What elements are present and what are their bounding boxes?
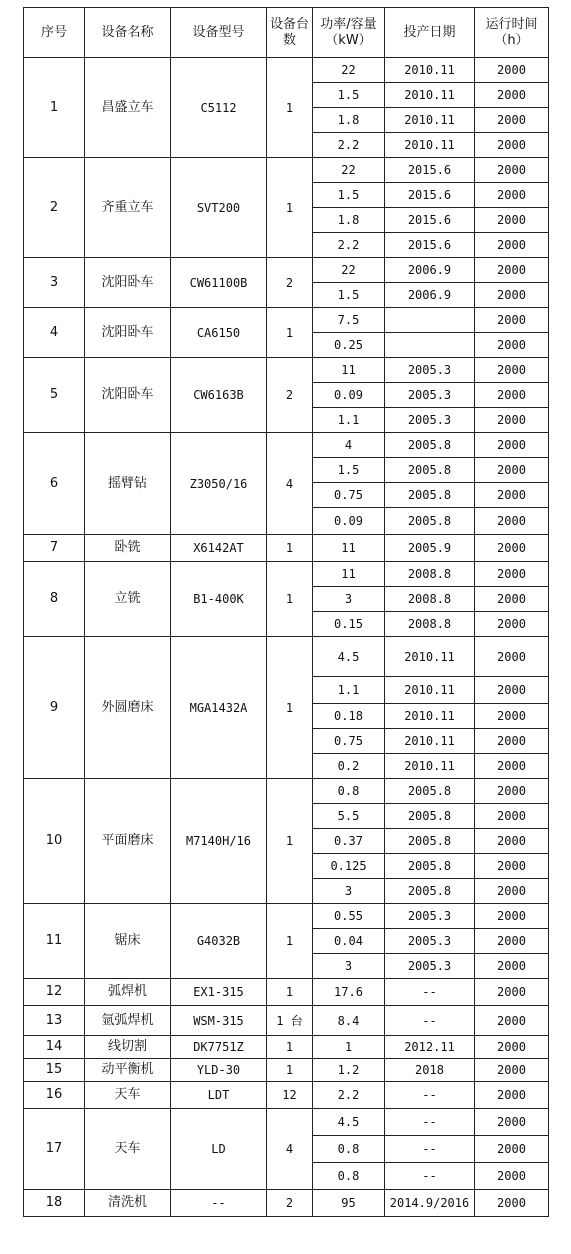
cell-runtime: 2000 xyxy=(475,729,549,754)
cell-runtime: 2000 xyxy=(475,433,549,458)
cell-power: 0.09 xyxy=(313,383,385,408)
table-row xyxy=(24,562,549,587)
cell-runtime: 2000 xyxy=(475,483,549,508)
cell-power: 11 xyxy=(313,535,385,562)
cell-model: LD xyxy=(171,1109,267,1190)
cell-model: B1-400K xyxy=(171,562,267,637)
cell-no: 1 xyxy=(24,58,85,158)
cell-power: 2.2 xyxy=(313,133,385,158)
cell-date: 2015.6 xyxy=(385,233,475,258)
cell-no: 13 xyxy=(24,1006,85,1036)
cell-date: 2010.11 xyxy=(385,637,475,677)
cell-date: 2005.3 xyxy=(385,954,475,979)
cell-power: 17.6 xyxy=(313,979,385,1006)
cell-power: 1.1 xyxy=(313,677,385,704)
cell-model: EX1-315 xyxy=(171,979,267,1006)
cell-runtime: 2000 xyxy=(475,1163,549,1190)
cell-power: 1.5 xyxy=(313,458,385,483)
cell-date: 2010.11 xyxy=(385,704,475,729)
cell-runtime: 2000 xyxy=(475,358,549,383)
cell-power: 0.18 xyxy=(313,704,385,729)
cell-date: 2015.6 xyxy=(385,158,475,183)
cell-power: 3 xyxy=(313,879,385,904)
cell-power: 5.5 xyxy=(313,804,385,829)
cell-runtime: 2000 xyxy=(475,408,549,433)
cell-name: 立铣 xyxy=(85,562,171,637)
cell-power: 2.2 xyxy=(313,1082,385,1109)
cell-no: 16 xyxy=(24,1082,85,1109)
cell-runtime: 2000 xyxy=(475,458,549,483)
cell-model: SVT200 xyxy=(171,158,267,258)
cell-no: 11 xyxy=(24,904,85,979)
equipment-table xyxy=(23,7,549,1217)
cell-name: 弧焊机 xyxy=(85,979,171,1006)
cell-name: 平面磨床 xyxy=(85,779,171,904)
cell-power: 1 xyxy=(313,1036,385,1059)
cell-no: 6 xyxy=(24,433,85,535)
cell-date xyxy=(385,308,475,333)
table-row xyxy=(24,904,549,929)
cell-name: 沈阳卧车 xyxy=(85,358,171,433)
cell-model: LDT xyxy=(171,1082,267,1109)
cell-count: 4 xyxy=(267,1109,313,1190)
cell-power: 2.2 xyxy=(313,233,385,258)
cell-runtime: 2000 xyxy=(475,508,549,535)
cell-power: 0.75 xyxy=(313,483,385,508)
cell-power: 0.25 xyxy=(313,333,385,358)
table-row xyxy=(24,1036,549,1059)
cell-count: 1 xyxy=(267,308,313,358)
cell-name: 天车 xyxy=(85,1109,171,1190)
cell-no: 15 xyxy=(24,1059,85,1082)
table-row xyxy=(24,979,549,1006)
table-row xyxy=(24,158,549,183)
table-row xyxy=(24,433,549,458)
table-row xyxy=(24,58,549,83)
cell-date: 2005.8 xyxy=(385,854,475,879)
table-row xyxy=(24,1082,549,1109)
cell-name: 线切割 xyxy=(85,1036,171,1059)
cell-runtime: 2000 xyxy=(475,704,549,729)
cell-runtime: 2000 xyxy=(475,108,549,133)
cell-name: 齐重立车 xyxy=(85,158,171,258)
cell-power: 1.8 xyxy=(313,208,385,233)
cell-model: CA6150 xyxy=(171,308,267,358)
cell-name: 昌盛立车 xyxy=(85,58,171,158)
cell-runtime: 2000 xyxy=(475,233,549,258)
cell-runtime: 2000 xyxy=(475,1036,549,1059)
cell-runtime: 2000 xyxy=(475,587,549,612)
cell-model: CW6163B xyxy=(171,358,267,433)
cell-model: WSM-315 xyxy=(171,1006,267,1036)
cell-no: 5 xyxy=(24,358,85,433)
cell-model: Z3050/16 xyxy=(171,433,267,535)
cell-runtime: 2000 xyxy=(475,612,549,637)
cell-date: 2010.11 xyxy=(385,83,475,108)
cell-no: 14 xyxy=(24,1036,85,1059)
header-model: 设备型号 xyxy=(171,8,267,58)
cell-date: -- xyxy=(385,1136,475,1163)
cell-power: 0.37 xyxy=(313,829,385,854)
cell-no: 8 xyxy=(24,562,85,637)
cell-date: 2005.8 xyxy=(385,779,475,804)
header-name: 设备名称 xyxy=(85,8,171,58)
cell-date: -- xyxy=(385,1109,475,1136)
cell-runtime: 2000 xyxy=(475,133,549,158)
cell-runtime: 2000 xyxy=(475,929,549,954)
cell-runtime: 2000 xyxy=(475,1006,549,1036)
table-row xyxy=(24,308,549,333)
cell-model: -- xyxy=(171,1190,267,1217)
table-body xyxy=(24,58,549,1217)
cell-date: 2010.11 xyxy=(385,133,475,158)
cell-power: 0.15 xyxy=(313,612,385,637)
cell-runtime: 2000 xyxy=(475,979,549,1006)
cell-runtime: 2000 xyxy=(475,854,549,879)
cell-no: 18 xyxy=(24,1190,85,1217)
cell-power: 4 xyxy=(313,433,385,458)
cell-runtime: 2000 xyxy=(475,637,549,677)
cell-power: 0.8 xyxy=(313,779,385,804)
cell-date xyxy=(385,333,475,358)
cell-model: YLD-30 xyxy=(171,1059,267,1082)
cell-runtime: 2000 xyxy=(475,158,549,183)
cell-name: 卧铣 xyxy=(85,535,171,562)
cell-power: 0.09 xyxy=(313,508,385,535)
cell-runtime: 2000 xyxy=(475,904,549,929)
cell-name: 锯床 xyxy=(85,904,171,979)
cell-date: 2012.11 xyxy=(385,1036,475,1059)
cell-runtime: 2000 xyxy=(475,1082,549,1109)
cell-count: 1 xyxy=(267,158,313,258)
cell-power: 0.04 xyxy=(313,929,385,954)
cell-date: 2008.8 xyxy=(385,562,475,587)
cell-count: 2 xyxy=(267,258,313,308)
cell-model: C5112 xyxy=(171,58,267,158)
cell-count: 1 xyxy=(267,535,313,562)
cell-date: -- xyxy=(385,1163,475,1190)
cell-count: 4 xyxy=(267,433,313,535)
cell-power: 1.2 xyxy=(313,1059,385,1082)
cell-power: 0.55 xyxy=(313,904,385,929)
cell-date: 2005.3 xyxy=(385,929,475,954)
cell-power: 11 xyxy=(313,358,385,383)
cell-model: X6142AT xyxy=(171,535,267,562)
header-runtime: 运行时间（h） xyxy=(475,8,549,58)
table-row xyxy=(24,1109,549,1136)
table-row xyxy=(24,1006,549,1036)
cell-power: 8.4 xyxy=(313,1006,385,1036)
table-row xyxy=(24,1059,549,1082)
cell-runtime: 2000 xyxy=(475,208,549,233)
cell-date: -- xyxy=(385,979,475,1006)
cell-power: 3 xyxy=(313,587,385,612)
cell-count: 1 xyxy=(267,1036,313,1059)
cell-power: 1.5 xyxy=(313,183,385,208)
cell-runtime: 2000 xyxy=(475,283,549,308)
cell-power: 22 xyxy=(313,158,385,183)
cell-date: 2018 xyxy=(385,1059,475,1082)
cell-date: 2005.8 xyxy=(385,483,475,508)
cell-date: 2005.9 xyxy=(385,535,475,562)
cell-power: 3 xyxy=(313,954,385,979)
cell-date: 2010.11 xyxy=(385,58,475,83)
header-row xyxy=(24,8,549,58)
cell-power: 0.75 xyxy=(313,729,385,754)
cell-date: 2015.6 xyxy=(385,183,475,208)
cell-count: 2 xyxy=(267,358,313,433)
cell-runtime: 2000 xyxy=(475,954,549,979)
table-row xyxy=(24,535,549,562)
cell-count: 1 xyxy=(267,637,313,779)
header-count: 设备台数 xyxy=(267,8,313,58)
cell-power: 0.8 xyxy=(313,1163,385,1190)
cell-no: 17 xyxy=(24,1109,85,1190)
cell-no: 4 xyxy=(24,308,85,358)
cell-model: CW61100B xyxy=(171,258,267,308)
cell-date: 2005.8 xyxy=(385,458,475,483)
cell-date: 2005.8 xyxy=(385,433,475,458)
cell-date: 2006.9 xyxy=(385,258,475,283)
table-row xyxy=(24,637,549,677)
cell-count: 1 xyxy=(267,779,313,904)
cell-date: 2010.11 xyxy=(385,108,475,133)
cell-power: 0.8 xyxy=(313,1136,385,1163)
cell-date: 2005.8 xyxy=(385,804,475,829)
cell-runtime: 2000 xyxy=(475,754,549,779)
cell-runtime: 2000 xyxy=(475,1190,549,1217)
cell-date: -- xyxy=(385,1082,475,1109)
cell-runtime: 2000 xyxy=(475,58,549,83)
cell-power: 95 xyxy=(313,1190,385,1217)
cell-runtime: 2000 xyxy=(475,383,549,408)
cell-name: 清洗机 xyxy=(85,1190,171,1217)
cell-date: 2005.3 xyxy=(385,408,475,433)
cell-runtime: 2000 xyxy=(475,804,549,829)
header-power: 功率/容量（kW） xyxy=(313,8,385,58)
cell-no: 12 xyxy=(24,979,85,1006)
cell-count: 2 xyxy=(267,1190,313,1217)
cell-power: 1.8 xyxy=(313,108,385,133)
header-date: 投产日期 xyxy=(385,8,475,58)
cell-runtime: 2000 xyxy=(475,779,549,804)
cell-date: 2005.8 xyxy=(385,879,475,904)
cell-count: 1 xyxy=(267,1059,313,1082)
table-row xyxy=(24,258,549,283)
cell-power: 0.2 xyxy=(313,754,385,779)
cell-name: 沈阳卧车 xyxy=(85,258,171,308)
cell-name: 摇臂钻 xyxy=(85,433,171,535)
cell-runtime: 2000 xyxy=(475,1109,549,1136)
cell-runtime: 2000 xyxy=(475,1136,549,1163)
cell-name: 氩弧焊机 xyxy=(85,1006,171,1036)
cell-count: 1 xyxy=(267,58,313,158)
cell-name: 天车 xyxy=(85,1082,171,1109)
cell-power: 4.5 xyxy=(313,1109,385,1136)
cell-power: 4.5 xyxy=(313,637,385,677)
cell-name: 动平衡机 xyxy=(85,1059,171,1082)
cell-count: 1 xyxy=(267,904,313,979)
cell-no: 10 xyxy=(24,779,85,904)
cell-power: 0.125 xyxy=(313,854,385,879)
table-row xyxy=(24,779,549,804)
cell-date: 2014.9/2016 xyxy=(385,1190,475,1217)
cell-name: 外圆磨床 xyxy=(85,637,171,779)
cell-model: G4032B xyxy=(171,904,267,979)
cell-date: 2015.6 xyxy=(385,208,475,233)
cell-runtime: 2000 xyxy=(475,535,549,562)
cell-count: 1 xyxy=(267,562,313,637)
cell-runtime: 2000 xyxy=(475,333,549,358)
cell-runtime: 2000 xyxy=(475,1059,549,1082)
cell-date: 2010.11 xyxy=(385,754,475,779)
cell-power: 11 xyxy=(313,562,385,587)
cell-no: 7 xyxy=(24,535,85,562)
cell-date: 2008.8 xyxy=(385,587,475,612)
cell-count: 12 xyxy=(267,1082,313,1109)
cell-date: 2010.11 xyxy=(385,677,475,704)
cell-no: 3 xyxy=(24,258,85,308)
cell-date: 2010.11 xyxy=(385,729,475,754)
cell-no: 2 xyxy=(24,158,85,258)
cell-power: 22 xyxy=(313,258,385,283)
cell-power: 1.1 xyxy=(313,408,385,433)
cell-date: 2005.3 xyxy=(385,904,475,929)
cell-model: DK7751Z xyxy=(171,1036,267,1059)
cell-power: 1.5 xyxy=(313,83,385,108)
cell-runtime: 2000 xyxy=(475,83,549,108)
header-no: 序号 xyxy=(24,8,85,58)
cell-runtime: 2000 xyxy=(475,562,549,587)
cell-runtime: 2000 xyxy=(475,258,549,283)
cell-date: 2005.8 xyxy=(385,829,475,854)
cell-power: 7.5 xyxy=(313,308,385,333)
cell-runtime: 2000 xyxy=(475,677,549,704)
table-row xyxy=(24,358,549,383)
cell-date: 2006.9 xyxy=(385,283,475,308)
cell-name: 沈阳卧车 xyxy=(85,308,171,358)
cell-model: M7140H/16 xyxy=(171,779,267,904)
cell-date: -- xyxy=(385,1006,475,1036)
cell-date: 2005.8 xyxy=(385,508,475,535)
cell-runtime: 2000 xyxy=(475,829,549,854)
cell-date: 2005.3 xyxy=(385,358,475,383)
cell-count: 1 xyxy=(267,979,313,1006)
cell-model: MGA1432A xyxy=(171,637,267,779)
cell-runtime: 2000 xyxy=(475,183,549,208)
cell-runtime: 2000 xyxy=(475,879,549,904)
cell-date: 2008.8 xyxy=(385,612,475,637)
cell-no: 9 xyxy=(24,637,85,779)
cell-power: 1.5 xyxy=(313,283,385,308)
cell-date: 2005.3 xyxy=(385,383,475,408)
cell-count: 1 台 xyxy=(267,1006,313,1036)
table-row xyxy=(24,1190,549,1217)
cell-power: 22 xyxy=(313,58,385,83)
cell-runtime: 2000 xyxy=(475,308,549,333)
